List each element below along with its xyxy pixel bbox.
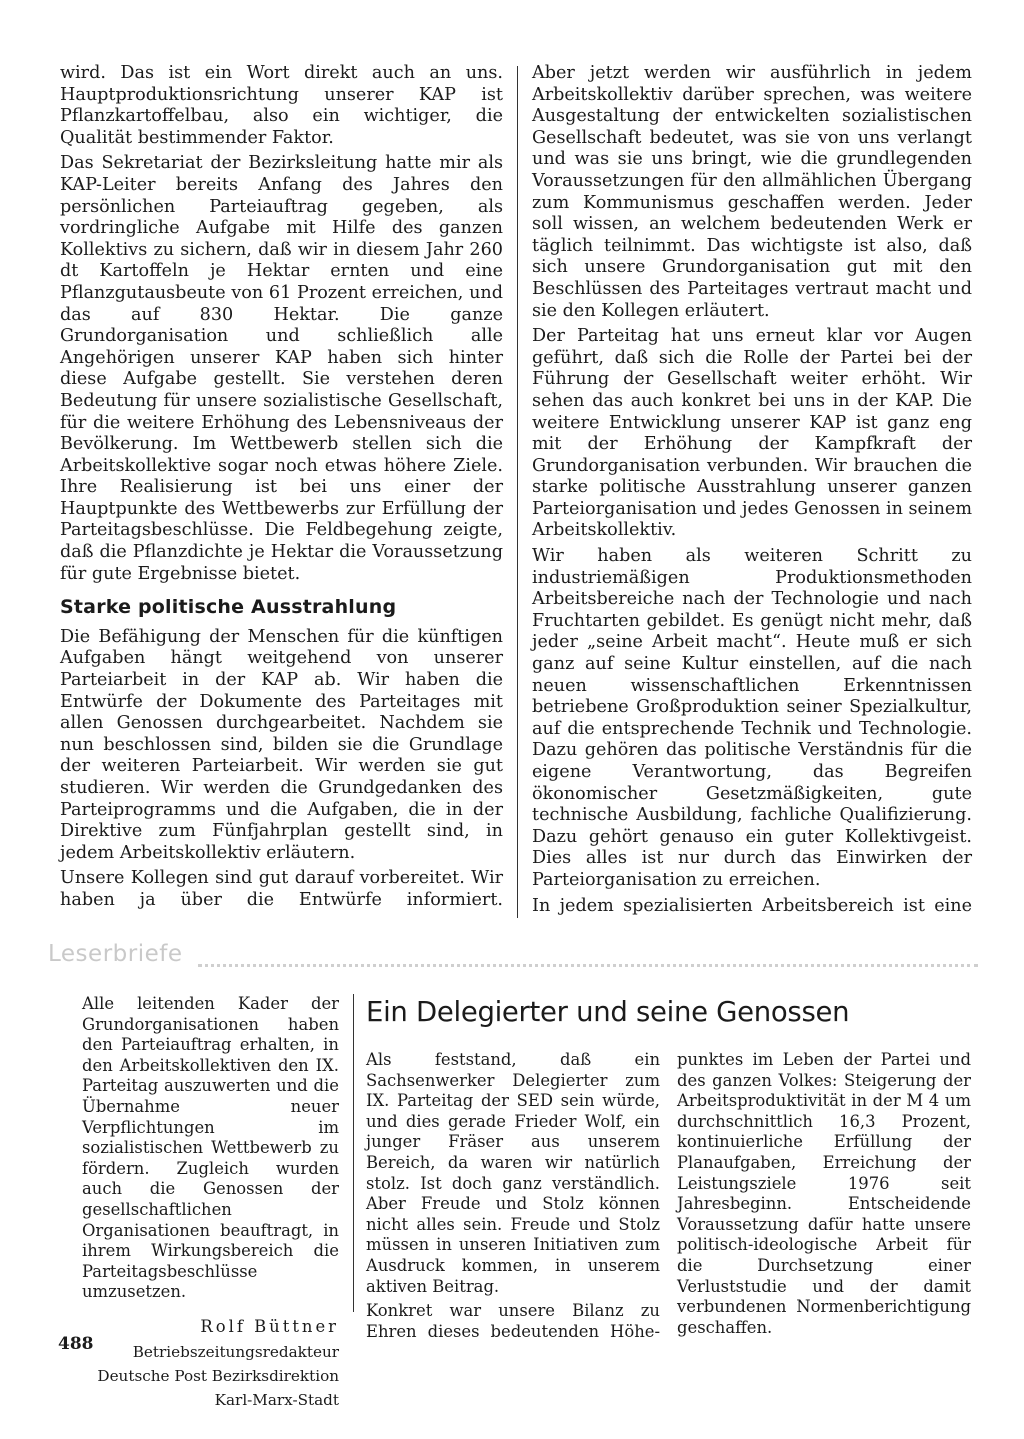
article-right-column [532,63,972,917]
paragraph: Das Sekretariat der Bezirksleitung hatte mir als KAP-Leiter bereits Anfang des Jahres den persönlichen Parteiauftrag gegeben, als vordringliche Aufgabe mit Hilfe des ganzen Kollektivs zu sichern, daß wir in diesem Jahr 260 dt Kartoffeln je Hektar ernten und eine Pflanzgutausbeute von 61 Prozent erreichen, und das auf 830 Hektar. Die ganze Grundorganisation und schließlich alle Angehörigen unserer KAP haben sich hinter diese Aufgabe gestellt. Sie verstehen deren Bedeutung für unsere sozialistische Gesellschaft, für die weitere Erhöhung des Lebensniveaus der Bevölkerung. Im Wettbewerb stellen sich die Arbeitskollektive sogar noch etwas höhere Ziele. Ihre Realisierung ist bei uns einer der Hauptpunkte des Wettbewerbs zur Erfüllung der Parteitagsbeschlüsse. Die Feldbegehung zeigte, daß die Pflanzdichte je Hektar die Voraussetzung für gute Ergebnisse bietet. [60,153,503,584]
paragraph: In jedem spezialisierten Arbeitsbereich ist eine [532,895,972,916]
paragraph: Der Parteitag hat uns erneut klar vor Augen geführt, daß sich die Rolle der Partei bei der Führung der Gesellschaft weiter erhöht. Wir sehen das auch konkret bei uns in der KAP. Die weitere Entwicklung unserer KAP ist ganz eng mit der Erhöhung der Kampfkraft der Grundorganisation verbunden. Wir brauchen die starke politische Ausstrahlung unserer ganzen Parteiorganisation und jedes Genossen in seinem Arbeitskollektiv. [532,326,973,541]
letter-side-column [82,994,339,1410]
letter-author: Rolf Büttner [200,1316,339,1336]
letter-text: Alle leitenden Kader der Grundorganisationen haben den Parteiauftrag erhalten, in den Arbeitskollektiven den IX. Parteitag auszuwerten und die Übernahme neuer Verpflichtungen im sozialistischen Wettbewerb zu fördern. Zugleich wurden auch die Genossen der gesellschaftlichen Organisationen beauftragt, in ihrem Wirkungsbereich die Parteitagsbeschlüsse umzusetzen. [82,994,339,1302]
section-rule [198,964,978,967]
paragraph: Die Befähigung der Menschen für die künftigen Aufgaben hängt weitgehend von unserer Parteiarbeit in der KAP ab. Wir haben die Entwürfe der Dokumente des Parteitages mit allen Genossen durchgearbeitet. Nachdem sie nun beschlossen sind, bilden sie die Grundlage der weiteren Parteiarbeit. Wir werden sie gut studieren. Wir werden die Grundgedanken des Parteiprogramms und die Aufgaben, die in der Direktive zum Fünfjahrplan gestellt sind, in jedem Arbeitskollektiv erläutern. [60,626,503,863]
author-city: Karl-Marx-Stadt [214,1390,339,1409]
author-role: Betriebszeitungsredakteur [132,1342,339,1361]
paragraph: Aber jetzt werden wir ausführlich in jedem Arbeitskollektiv darüber sprechen, was weitere Ausgestaltung der entwickelten sozialistischen Gesellschaft bedeutet, was sie von uns verlangt und was sie uns bringt, wie die grundlegenden Voraussetzungen für den allmählichen Übergang zum Kommunismus geschaffen werden. Jeder soll wissen, an welchem bedeutenden Werk er täglich teilnimmt. Das wichtigste ist also, daß sich unsere Grundorganisation gut mit den Beschlüssen des Parteitages vertraut macht und sie den Kollegen erläutert. [532,63,972,321]
paragraph: Wir haben als weiteren Schritt zu industriemäßigen Produktionsmethoden Arbeitsbereiche nach der Technologie und nach Fruchtarten gebildet. Es genügt nicht mehr, daß jeder „seine Arbeit macht“. Heute muß er sich ganz auf seine Kultur einstellen, auf die nach neuen wissenschaftlichen Erkenntnissen betriebene Großproduktion seiner Spezialkultur, auf die entsprechende Technik und Technologie. Dazu gehören das politische Verständnis für die eigene Verantwortung, das Begreifen ökonomischer Gesetzmäßigkeiten, gute technische Ausbildung, fachliche Qualifizierung. Dazu gehört genauso ein guter Kollektivgeist. Dies alles ist nur durch das Einwirken der Parteiorganisation zu erreichen. [532,546,972,890]
section-subheading: Starke politische Ausstrahlung [60,596,397,619]
paragraph: Konkret war unsere Bilanz zu Ehren dieses bedeutenden Höhe- [366,1301,660,1341]
column-divider [353,994,354,1312]
author-organization: Deutsche Post Bezirksdirektion [97,1366,339,1385]
column-divider [517,66,518,918]
paragraph: punktes im Leben der Partei und des ganzen Volkes: Steigerung der Arbeitsproduktivität in der M 4 um durchschnittlich 16,3 Prozent, kontinuierliche Erfüllung der Planaufgaben, Erreichung der Leistungsziele 1976 seit Jahresbeginn. Entscheidende Voraussetzung dafür hatte unsere politisch-ideologische Arbeit für die Durchsetzung einer Verluststudie und der damit verbundenen Normenberichtigung geschaffen. [677,1050,971,1337]
page-number: 488 [58,1334,94,1354]
section-label: Leserbriefe [48,941,183,967]
letter-column-2 [677,1050,971,1338]
letter-column-1 [366,1050,660,1342]
article-left-column [60,63,503,912]
paragraph: Als feststand, daß ein Sachsenwerker Delegierter zum IX. Parteitag der SED sein würde, und dies gerade Frieder Wolf, ein junger Fräser aus unserem Bereich, da waren wir natürlich stolz. Ist doch ganz verständlich. Aber Freude und Stolz können nicht alles sein. Freude und Stolz müssen in unseren Initiativen zum Ausdruck kommen, in unserem aktiven Beitrag. [366,1050,660,1296]
letter-headline: Ein Delegierter und seine Genossen [366,996,850,1028]
paragraph: Unsere Kollegen sind gut darauf vorbereitet. Wir haben ja über die Entwürfe informiert. [60,868,503,910]
paragraph: wird. Das ist ein Wort direkt auch an uns. Hauptproduktionsrichtung unserer KAP ist Pflanzkartoffelbau, also ein wichtiger, die Qualität bestimmender Faktor. [60,63,503,148]
